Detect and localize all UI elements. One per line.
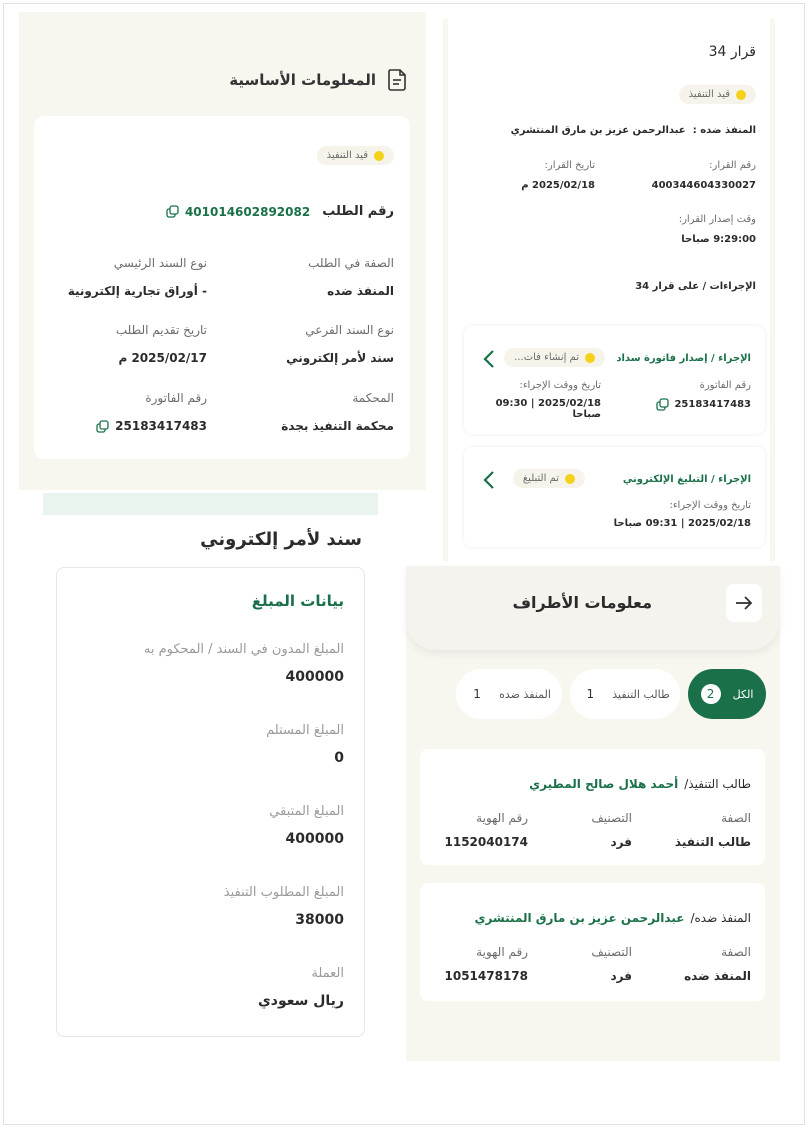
back-button[interactable]	[726, 584, 762, 622]
decision-status-label: قيد التنفيذ	[688, 89, 730, 100]
status-dot-icon	[374, 151, 384, 161]
court-value: محكمة التنفيذ بجدة	[281, 419, 394, 433]
action-datetime-field	[464, 380, 601, 420]
amount-item-value: 0	[334, 750, 344, 766]
action-status-label: تم التبليغ	[522, 473, 559, 484]
decision-date-field	[521, 160, 595, 191]
main-bond-type-label: نوع السند الرئيسي	[113, 256, 207, 270]
party-id-label: رقم الهوية	[476, 945, 528, 959]
party-attr-label: الصفة	[721, 945, 751, 959]
amount-item-label: المبلغ المستلم	[266, 723, 344, 738]
basic-info-header	[229, 68, 408, 92]
status-badge-label: قيد التنفيذ	[326, 150, 368, 161]
executed-against-value: عبدالرحمن عزيز بن مارق المنتشري	[510, 125, 686, 136]
party-attr	[675, 811, 751, 849]
party-id	[445, 945, 529, 983]
action-datetime-label: تاريخ ووقت الإجراء:	[669, 500, 751, 511]
party-name: أحمد هلال صالح المطيري	[529, 777, 679, 791]
parties-title: معلومات الأطراف	[512, 593, 652, 612]
party-class	[591, 945, 632, 983]
invoice-number-value-wrap	[96, 419, 207, 433]
issue-time-value: 9:29:00 صباحا	[681, 234, 756, 245]
party-heading	[529, 777, 751, 791]
issue-time-label: وقت إصدار القرار:	[678, 214, 756, 225]
party-class-value: فرد	[610, 969, 632, 983]
party-id-value: 1152040174	[444, 835, 528, 849]
chevron-left-icon[interactable]	[482, 469, 496, 491]
party-class-label: التصنيف	[591, 811, 632, 825]
copy-icon[interactable]	[166, 205, 179, 218]
sub-bond-type-field	[286, 323, 394, 365]
action-status-badge	[504, 348, 605, 367]
tab-all[interactable]	[688, 669, 766, 719]
invoice-number-label: رقم الفاتورة	[145, 391, 207, 405]
amount-item	[269, 804, 344, 847]
party-role: المنفذ ضده/	[690, 911, 751, 925]
amount-item-label: العملة	[311, 966, 344, 981]
action-card-invoice[interactable]	[464, 326, 765, 434]
amount-panel	[43, 493, 378, 1058]
amount-item	[224, 885, 344, 928]
party-class-label: التصنيف	[591, 945, 632, 959]
amount-item	[144, 642, 344, 685]
decision-title: قرار 34	[708, 44, 756, 60]
court-field	[281, 391, 394, 433]
tab-count: 2	[701, 684, 721, 704]
role-field	[308, 256, 394, 298]
party-id-value: 1051478178	[444, 969, 528, 983]
decision-card	[448, 19, 770, 561]
main-bond-type-field	[68, 256, 207, 298]
tab-label: طالب التنفيذ	[612, 687, 670, 701]
basic-info-card	[34, 116, 410, 459]
party-role: طالب التنفيذ/	[684, 777, 751, 791]
invoice-field	[656, 380, 751, 411]
amount-item-label: المبلغ المطلوب التنفيذ	[223, 885, 344, 900]
decision-panel	[443, 19, 775, 561]
amount-topbar	[43, 493, 378, 515]
tab-executed-against[interactable]	[456, 669, 562, 719]
amount-card	[56, 567, 365, 1037]
party-attr-value: طالب التنفيذ	[674, 835, 751, 849]
action-datetime-label: تاريخ ووقت الإجراء:	[519, 380, 601, 391]
status-dot-icon	[585, 353, 595, 363]
invoice-number-value: 25183417483	[115, 419, 207, 433]
basic-info-panel	[19, 12, 426, 490]
request-number-label: رقم الطلب	[322, 204, 394, 219]
status-dot-icon	[565, 474, 575, 484]
amount-item-label: المبلغ المتبقي	[269, 804, 344, 819]
party-class	[591, 811, 632, 849]
action-datetime-value: 2025/02/18 | 09:30 صباحا	[495, 398, 601, 420]
action-datetime-field	[614, 500, 751, 529]
action-title: الإجراء / إصدار فاتورة سداد	[616, 353, 751, 364]
amount-item-label: المبلغ المدون في السند / المحكوم به	[143, 642, 344, 657]
decision-number-field	[652, 160, 756, 191]
basic-info-title: المعلومات الأساسية	[229, 71, 376, 89]
bond-type-title: سند لأمر إلكتروني	[200, 529, 362, 550]
action-status-badge	[513, 469, 585, 488]
action-status-label: تم إنشاء فات...	[514, 352, 579, 363]
invoice-value-wrap	[656, 398, 751, 411]
amount-item	[258, 966, 344, 1009]
parties-panel	[406, 566, 780, 1061]
tab-label: الكل	[732, 687, 754, 701]
decision-date-value: 2025/02/18 م	[521, 180, 595, 191]
action-datetime-value: 2025/02/18 | 09:31 صباحا	[613, 518, 751, 529]
tab-claimant[interactable]	[570, 669, 680, 719]
party-id-label: رقم الهوية	[476, 811, 528, 825]
tab-count: 1	[473, 687, 481, 701]
submission-date-label: تاريخ تقديم الطلب	[115, 323, 207, 337]
party-attr-value: المنفذ ضده	[684, 969, 751, 983]
action-card-notification[interactable]	[464, 447, 765, 547]
decision-status-badge	[679, 85, 756, 104]
invoice-value: 25183417483	[674, 399, 751, 410]
executed-against-label: المنفذ ضده :	[692, 125, 756, 136]
party-attr-label: الصفة	[721, 811, 751, 825]
status-badge	[317, 146, 394, 165]
main-bond-type-value: - أوراق تجارية إلكترونية	[67, 284, 207, 298]
party-attr	[684, 945, 751, 983]
decision-number-label: رقم القرار:	[709, 160, 756, 171]
party-class-value: فرد	[610, 835, 632, 849]
executed-against-row	[511, 125, 756, 136]
parties-header	[406, 566, 780, 650]
party-id	[445, 811, 529, 849]
sub-bond-type-value: سند لأمر إلكتروني	[286, 351, 394, 365]
party-card[interactable]	[420, 749, 765, 865]
request-number-value-wrap	[166, 205, 310, 219]
court-label: المحكمة	[352, 391, 394, 405]
copy-icon[interactable]	[96, 420, 109, 433]
role-value: المنفذ ضده	[327, 284, 394, 298]
tab-count: 1	[586, 687, 595, 701]
submission-date-field	[116, 323, 207, 365]
party-heading	[474, 911, 751, 925]
amount-item-value: ريال سعودي	[257, 993, 344, 1009]
status-dot-icon	[736, 90, 746, 100]
tab-label: المنفذ ضده	[499, 687, 551, 701]
amount-item	[266, 723, 344, 766]
decision-number-value: 400344604330027	[651, 180, 756, 191]
amount-item-value: 38000	[295, 912, 344, 928]
party-name: عبدالرحمن عزيز بن مارق المنتشري	[474, 911, 685, 925]
amount-item-value: 400000	[285, 669, 344, 685]
procedures-heading: الإجراءات / على قرار 34	[635, 281, 756, 292]
party-card[interactable]	[420, 883, 765, 1001]
action-title: الإجراء / التبليغ الإلكتروني	[622, 474, 751, 485]
chevron-left-icon[interactable]	[482, 348, 496, 370]
decision-date-label: تاريخ القرار:	[544, 160, 595, 171]
invoice-label: رقم الفاتورة	[699, 380, 751, 391]
submission-date-value: 2025/02/17 م	[118, 351, 207, 365]
request-number-value: 401014602892082	[184, 204, 311, 219]
document-icon	[386, 68, 408, 92]
issue-time-field	[679, 214, 756, 245]
sub-bond-type-label: نوع السند الفرعي	[305, 323, 394, 337]
invoice-number-field	[96, 391, 207, 433]
role-label: الصفة في الطلب	[308, 256, 394, 270]
copy-icon[interactable]	[656, 398, 669, 411]
request-number-row	[166, 204, 394, 219]
amount-subtitle: بيانات المبلغ	[251, 592, 344, 610]
amount-item-value: 400000	[285, 831, 344, 847]
arrow-right-icon	[735, 595, 753, 611]
